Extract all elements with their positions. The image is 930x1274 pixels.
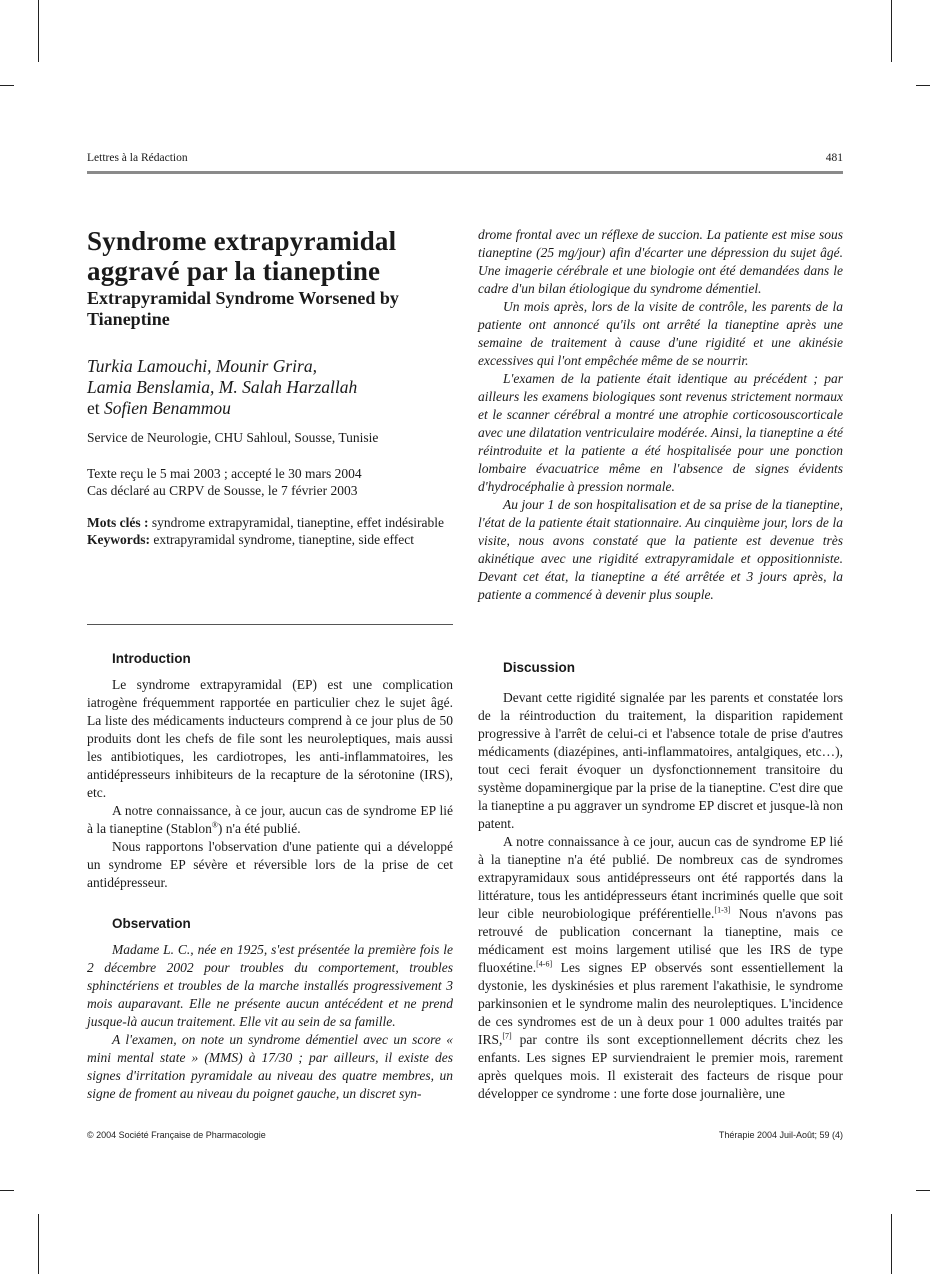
title-block (87, 226, 453, 548)
paragraph: Devant cette rigidité signalée par les parents et constatée lors de la réintroduction du traitement, la disparition rapidement progressive à l'arrêt de celui-ci et l'absence totale de prise d'autres médicaments (diazépines, anti-inflammatoires, antalgiques, etc…), tout ceci ferait évoquer un dysfonctionnement transitoire du système dopaminergique par la prise de la tianeptine. C'est dire que la tianeptine a pu aggraver un syndrome EP discret et jusque-là non patent. (478, 690, 843, 831)
article-title: Syndrome extrapyramidal aggravé par la tianeptine (87, 226, 397, 286)
header-rule (87, 171, 843, 174)
paragraph-text: A notre connaissance, à ce jour, aucun cas de syndrome EP lié à la tianeptine (Stablon (87, 803, 453, 836)
paragraph (87, 802, 453, 838)
page-number: 481 (825, 152, 843, 164)
paragraph-text: Nous n'avons pas retrouvé de publication concernant la tianeptine, mais ce médicament est moins largement utilisé que les IRS de type fluoxétine. (478, 906, 843, 975)
dates (87, 465, 453, 499)
journal-citation: Thérapie 2004 Juil-Août; 59 (4) (718, 1130, 843, 1140)
keywords-fr-label: Mots clés : (87, 515, 149, 530)
introduction-heading: Introduction (112, 651, 191, 666)
declared-date: Cas déclaré au CRPV de Sousse, le 7 février 2003 (87, 483, 358, 498)
paragraph: Nous rapportons l'observation d'une patiente qui a développé un syndrome EP sévère et réversible lors de la prise de cet antidépresseur. (87, 839, 453, 890)
page-footer (87, 1130, 843, 1140)
authors-line (87, 398, 453, 419)
paragraph: Un mois après, lors de la visite de contrôle, les parents de la patiente ont annoncé qu'ils ont arrêté la tianeptine après une semaine de traitement à cause d'une rigidité et une akinésie excessives qui l'ont empêchée même de se nourrir. (478, 299, 843, 368)
paragraph-text: par contre ils sont exceptionnellement décrits chez les enfants. Les signes EP surviendraient le premier mois, rarement après quelques mois. Il existerait des facteurs de risque pour développer ce syndrome : une forte dose journalière, une (478, 1032, 843, 1101)
paragraph-text: ) n'a été publié. (217, 821, 301, 836)
authors (87, 356, 453, 419)
authors-line: Turkia Lamouchi, Mounir Grira, (87, 356, 317, 376)
paragraph (478, 833, 843, 1103)
discussion-heading: Discussion (503, 660, 576, 675)
observation-heading: Observation (112, 916, 191, 931)
keywords-fr-text: syndrome extrapyramidal, tianeptine, effet indésirable (151, 515, 445, 530)
crop-mark (916, 1190, 930, 1191)
authors-conjunction: et (87, 398, 100, 418)
authors-last: Sofien Benammou (104, 398, 231, 418)
paragraph: Madame L. C., née en 1925, s'est présentée la première fois le 2 décembre 2002 pour troubles du comportement, troubles sphinctériens et troubles de la marche installés progressivement 3 mois auparavant. Elle ne présente aucun antécédent et ne prend jusque-là aucun traitement. Elle vit au sein de sa famille. (87, 942, 453, 1029)
running-head (87, 152, 843, 164)
keywords (87, 514, 453, 548)
crop-mark (38, 0, 39, 62)
paragraph-text: A notre connaissance à ce jour, aucun cas de syndrome EP lié à la tianeptine n'a été publié. De nombreux cas de syndromes extrapyramidaux sous antidépresseurs ont été rapportés dans la littérature, tous les antidépresseurs étant incriminés quelle que soit leur cible neurobiologique préférentielle. (478, 834, 843, 921)
crop-mark (916, 85, 930, 86)
crop-mark (891, 1214, 892, 1274)
citation: [7] (502, 1031, 512, 1041)
keywords-fr (87, 514, 453, 531)
received-date: Texte reçu le 5 mai 2003 ; accepté le 30 mars 2004 (87, 466, 362, 481)
paragraph: drome frontal avec un réflexe de succion. La patiente est mise sous tianeptine (25 mg/jour) afin d'écarter une dépression du sujet âgé. Une imagerie cérébrale et une biologie ont été demandées dans le cadre d'un bilan étiologique du syndrome démentiel. (478, 227, 843, 296)
paragraph: L'examen de la patiente était identique au précédent ; par ailleurs les examens biologiques sont revenus strictement normaux et le scanner cérébral a montré une atrophie corticosouscorticale avec une dilatation ventriculaire modérée. Ainsi, la tianeptine a été réintroduite et la patiente a été hospitalisée pour une ponction lombaire évacuatrice même en l'absence de signes évidents d'hydrocéphalie à pression normale. (478, 371, 843, 494)
section-name: Lettres à la Rédaction (87, 152, 188, 164)
introduction-section (87, 651, 453, 1103)
citation: [4-6] (536, 959, 553, 969)
crop-mark (38, 1214, 39, 1274)
title-divider (87, 624, 453, 625)
copyright: © 2004 Société Française de Pharmacologie (87, 1130, 266, 1140)
citation: [1-3] (714, 905, 731, 915)
paragraph: Le syndrome extrapyramidal (EP) est une complication iatrogène fréquemment rapportée en particulier chez le sujet âgé. La liste des médicaments inducteurs comprend à ce jour plus de 50 produits dont les chefs de file sont les neuroleptiques, mais aussi les antibiotiques, les cardiotropes, les anti-inflammatoires, les antidépresseurs inhibiteurs de la recapture de la sérotonine (IRS), etc. (87, 677, 453, 800)
paragraph: Au jour 1 de son hospitalisation et de sa prise de la tianeptine, l'état de la patiente était stationnaire. Au cinquième jour, lors de la visite, nous avons constaté que la patiente est devenue très akinétique avec une rigidité extrapyramidale et oppositionniste. Devant cet état, la tianeptine a été arrêtée et 3 jours après, la patiente a commencé à devenir plus souple. (478, 497, 843, 602)
article-subtitle: Extrapyramidal Syndrome Worsened by Tianeptine (87, 288, 399, 329)
paragraph: A l'examen, on note un syndrome démentiel avec un score « mini mental state » (MMS) à 17/30 ; par ailleurs, il existe des signes d'irritation pyramidale au niveau des quatre membres, un signe de froment au niveau du poignet gauche, un discret syn- (87, 1032, 453, 1101)
paragraph-text: Les signes EP observés sont essentiellement la dystonie, les dyskinésies et plus rarement l'akathisie, le syndrome parkinsonien et le syndrome malin des neuroleptiques. L'incidence de ces syndromes est de un à deux pour 1 000 adultes traités par IRS, (478, 960, 843, 1047)
affiliation: Service de Neurologie, CHU Sahloul, Sousse, Tunisie (87, 430, 379, 445)
crop-mark (891, 0, 892, 62)
keywords-en-label: Keywords: (87, 532, 150, 547)
discussion-section (478, 660, 843, 1103)
keywords-en (87, 531, 453, 548)
keywords-en-text: extrapyramidal syndrome, tianeptine, side effect (153, 532, 415, 547)
authors-line: Lamia Benslamia, M. Salah Harzallah (87, 377, 358, 397)
observation-continued (478, 226, 843, 604)
registered-mark: ® (211, 820, 218, 830)
crop-mark (0, 85, 14, 86)
crop-mark (0, 1190, 14, 1191)
